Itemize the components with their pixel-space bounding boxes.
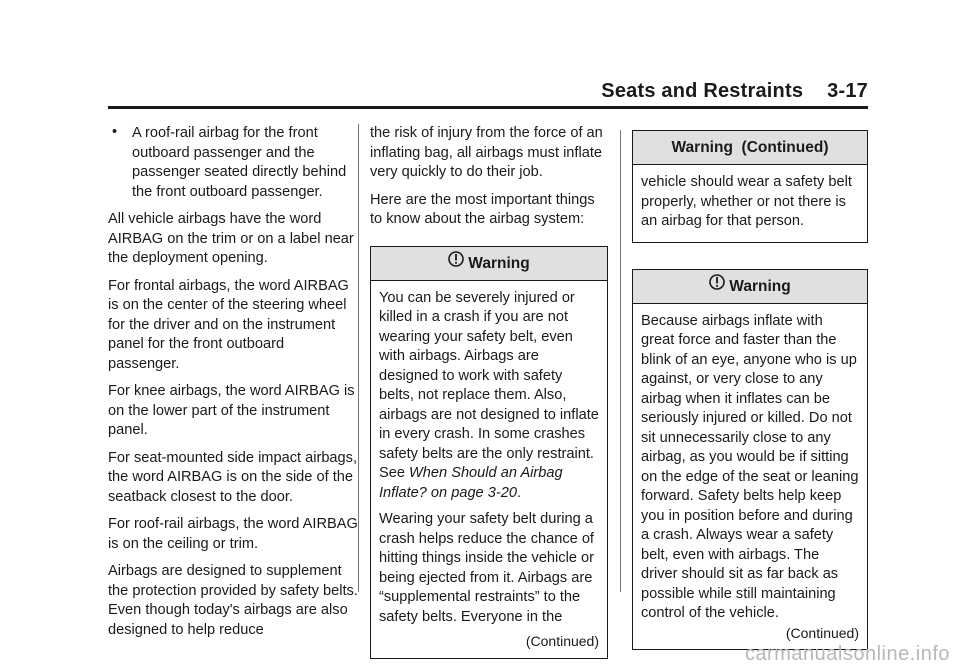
warning-icon	[448, 248, 464, 281]
paragraph: Airbags are designed to supplement the protection provided by safety belts. Even though today's airbags are also designed to help reduce	[108, 563, 358, 638]
watermark: carmanualsonline.info	[744, 643, 950, 665]
bullet-item	[108, 124, 358, 202]
cross-reference: When Should an Airbag Inflate? on page 3-20	[379, 465, 563, 501]
warning-continued-box	[632, 130, 868, 243]
paragraph: All vehicle airbags have the word AIRBAG on the trim or on a label near the deployment opening.	[108, 211, 354, 266]
warning-title: Warning	[468, 254, 530, 272]
continued-label: (Continued)	[525, 633, 599, 649]
bullet-text: A roof-rail airbag for the front outboard passenger and the passenger seated directly behind the front outboard passenger.	[132, 125, 347, 200]
paragraph: For knee airbags, the word AIRBAG is on the lower part of the instrument panel.	[108, 383, 355, 438]
header-rule	[108, 106, 868, 109]
column-2	[370, 124, 608, 659]
warning-continued-header: Warning (Continued)	[633, 131, 867, 165]
warning-header	[371, 247, 607, 281]
warning-paragraph: Because airbags inflate with great force and faster than the blink of an eye, anyone who is up against, or very close to any airbag when it inflates can be seriously injured or killed. Do not sit unnecessarily close to any airbag, as you would be if sitting on the edge of the seat or leaning forward. Safety belts help keep you in position before and during a crash. Always wear a safety belt, even with airbags. The driver should sit as far back as possible while still maintaining control of the vehicle.	[641, 312, 859, 621]
column-divider	[358, 124, 359, 592]
paragraph: For frontal airbags, the word AIRBAG is on the center of the steering wheel for the driver and on the instrument panel for the front outboard passenger.	[108, 277, 349, 372]
column-3	[632, 130, 868, 650]
warning-header	[633, 270, 867, 304]
paragraph: For roof-rail airbags, the word AIRBAG is on the ceiling or trim.	[108, 516, 358, 552]
paragraph: Here are the most important things to know about the airbag system:	[370, 191, 595, 227]
bullet-marker: •	[112, 124, 118, 140]
page-header	[108, 80, 868, 103]
paragraph: the risk of injury from the force of an inflating bag, all airbags must inflate very quickly to do their job.	[370, 125, 603, 180]
warning-paragraph: You can be severely injured or killed in a crash if you are not wearing your safety belt, even with airbags. Airbags are designed to work with safety belts, not replace them. Also, airbags are not designed to inflate in every crash. In some crashes safety belts are the only restraint. See When Should an Airbag Inflate? on page 3-20.	[379, 289, 599, 501]
page-number: 3-17	[827, 80, 868, 102]
column-divider	[620, 130, 621, 592]
warning-paragraph: vehicle should wear a safety belt properly, whether or not there is an airbag for that person.	[641, 174, 852, 229]
continued-label: (Continued)	[785, 624, 859, 641]
column-1	[108, 124, 358, 648]
warning-paragraph: Wearing your safety belt during a crash helps reduce the chance of hitting things inside the vehicle or being ejected from it. Airbags are “supplemental restraints” to the safety belts. Everyone in the	[379, 511, 594, 625]
warning-icon	[709, 271, 725, 304]
warning-box	[370, 246, 608, 659]
warning-title: Warning	[729, 277, 791, 295]
paragraph: For seat-mounted side impact airbags, the word AIRBAG is on the side of the seatback closest to the door.	[108, 449, 358, 505]
warning-box	[632, 269, 868, 651]
section-title: Seats and Restraints	[601, 80, 804, 102]
